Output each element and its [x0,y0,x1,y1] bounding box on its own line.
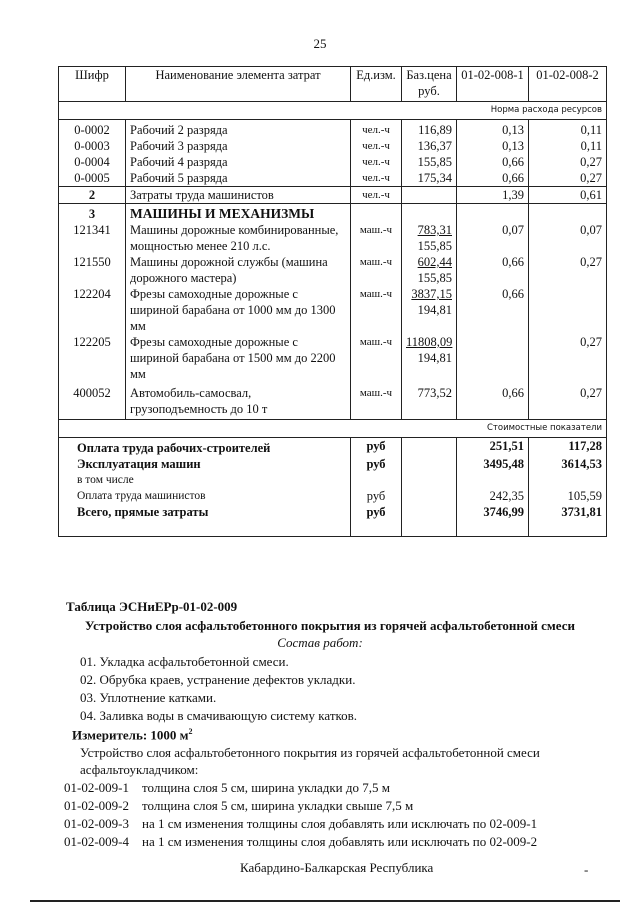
table-row: 0-0004 Рабочий 4 разряда чел.-ч 155,85 0,66 0,27 [59,154,607,170]
footer-region: Кабардино-Балкарская Республика [240,860,434,875]
code-item: 01-02-009-4 на 1 см изменения толщины слоя добавлять или исключать по 02-009-2 [64,834,538,849]
header-name: Наименование элемента затрат [126,67,351,102]
price-base: 11808,09 [406,335,453,349]
description: Устройство слоя асфальтобетонного покрытия из горячей асфальтобетонной смеси асфальтоукладчиком: [80,745,540,777]
labor-rows [59,120,607,187]
band-norms: Норма расхода ресурсов [59,102,607,120]
table-title: Таблица ЭСНиЕРр-01-02-009 [66,599,238,614]
resource-table [58,66,607,537]
page-number: 25 [313,36,327,51]
work-item: 03. Уплотнение катками. [80,690,217,705]
code-item: 01-02-009-3 на 1 см изменения толщины слоя добавлять или исключать по 02-009-1 [64,816,538,831]
table-row: 122204 Фрезы самоходные дорожные с шириной барабана от 1000 мм до 1300 мм маш.-ч 3837,15 194,81 0,66 [59,286,607,334]
table-row: 0-0003 Рабочий 3 разряда чел.-ч 136,37 0,13 0,11 [59,138,607,154]
table-row-operators: 2 Затраты труда машинистов чел.-ч 1,39 0,61 [59,187,607,204]
section-subtitle: Устройство слоя асфальтобетонного покрытия из горячей асфальтобетонной смеси [85,618,575,633]
codes-list [64,780,537,852]
cost-row-total: Всего, прямые затраты руб 3746,99 3731,81 [59,504,607,520]
machines-section-header: 3 МАШИНЫ И МЕХАНИЗМЫ [59,204,607,223]
page-edge-divider [30,900,620,902]
table-row: 400052 Автомобиль-самосвал, грузоподъемность до 10 т маш.-ч 773,52 0,66 0,27 [59,382,607,420]
work-item: 02. Обрубка краев, устранение дефектов укладки. [80,672,356,687]
footer-mark: - [584,862,589,877]
price-labor: 155,85 [417,271,452,285]
code-item: 01-02-009-2 толщина слоя 5 см, ширина укладки свыше 7,5 м [64,798,414,813]
band-costs: Стоимостные показатели [59,420,607,438]
cost-row: Оплата труда рабочих-строителей руб 251,51 117,28 [59,438,607,457]
price-labor: 194,81 [417,351,452,365]
works-list [80,654,357,726]
header-code: Шифр [59,67,126,102]
header-price: Баз.цена руб. [402,67,457,102]
price-labor: 155,85 [417,239,452,253]
table-header-row [59,67,607,102]
cost-row: в том числе [59,472,607,488]
meter-label: Измеритель: 1000 $м^2$ [72,727,193,743]
price-base: 602,44 [417,255,452,269]
work-item: 01. Укладка асфальтобетонной смеси. [80,654,289,669]
table-row: 122205 Фрезы самоходные дорожные с шириной барабана от 1500 мм до 2200 мм маш.-ч 11808,09 194,81 0,27 [59,334,607,382]
price-labor: 194,81 [417,303,452,317]
table-row: 0-0005 Рабочий 5 разряда чел.-ч 175,34 0,66 0,27 [59,170,607,187]
works-label: Состав работ: [277,635,363,650]
header-col2: 01-02-008-2 [529,67,607,102]
code-item: 01-02-009-1 толщина слоя 5 см, ширина укладки до 7,5 м [64,780,390,795]
table-row: 121550 Машины дорожной службы (машина дорожного мастера) маш.-ч 602,44 155,85 0,66 0,27 [59,254,607,286]
price-base: 3837,15 [411,287,452,301]
table-row: 0-0002 Рабочий 2 разряда чел.-ч 116,89 0,13 0,11 [59,120,607,139]
work-item: 04. Заливка воды в смачивающую систему катков. [80,708,358,723]
header-col1: 01-02-008-1 [457,67,529,102]
cost-row: Оплата труда машинистов руб 242,35 105,59 [59,488,607,504]
table-row: 121341 Машины дорожные комбинированные, мощностью менее 210 л.с. маш.-ч 783,31 155,85 0,07 0,07 [59,222,607,254]
price-base: 783,31 [417,223,452,237]
cost-row: Эксплуатация машин руб 3495,48 3614,53 [59,456,607,472]
header-unit: Ед.изм. [351,67,402,102]
